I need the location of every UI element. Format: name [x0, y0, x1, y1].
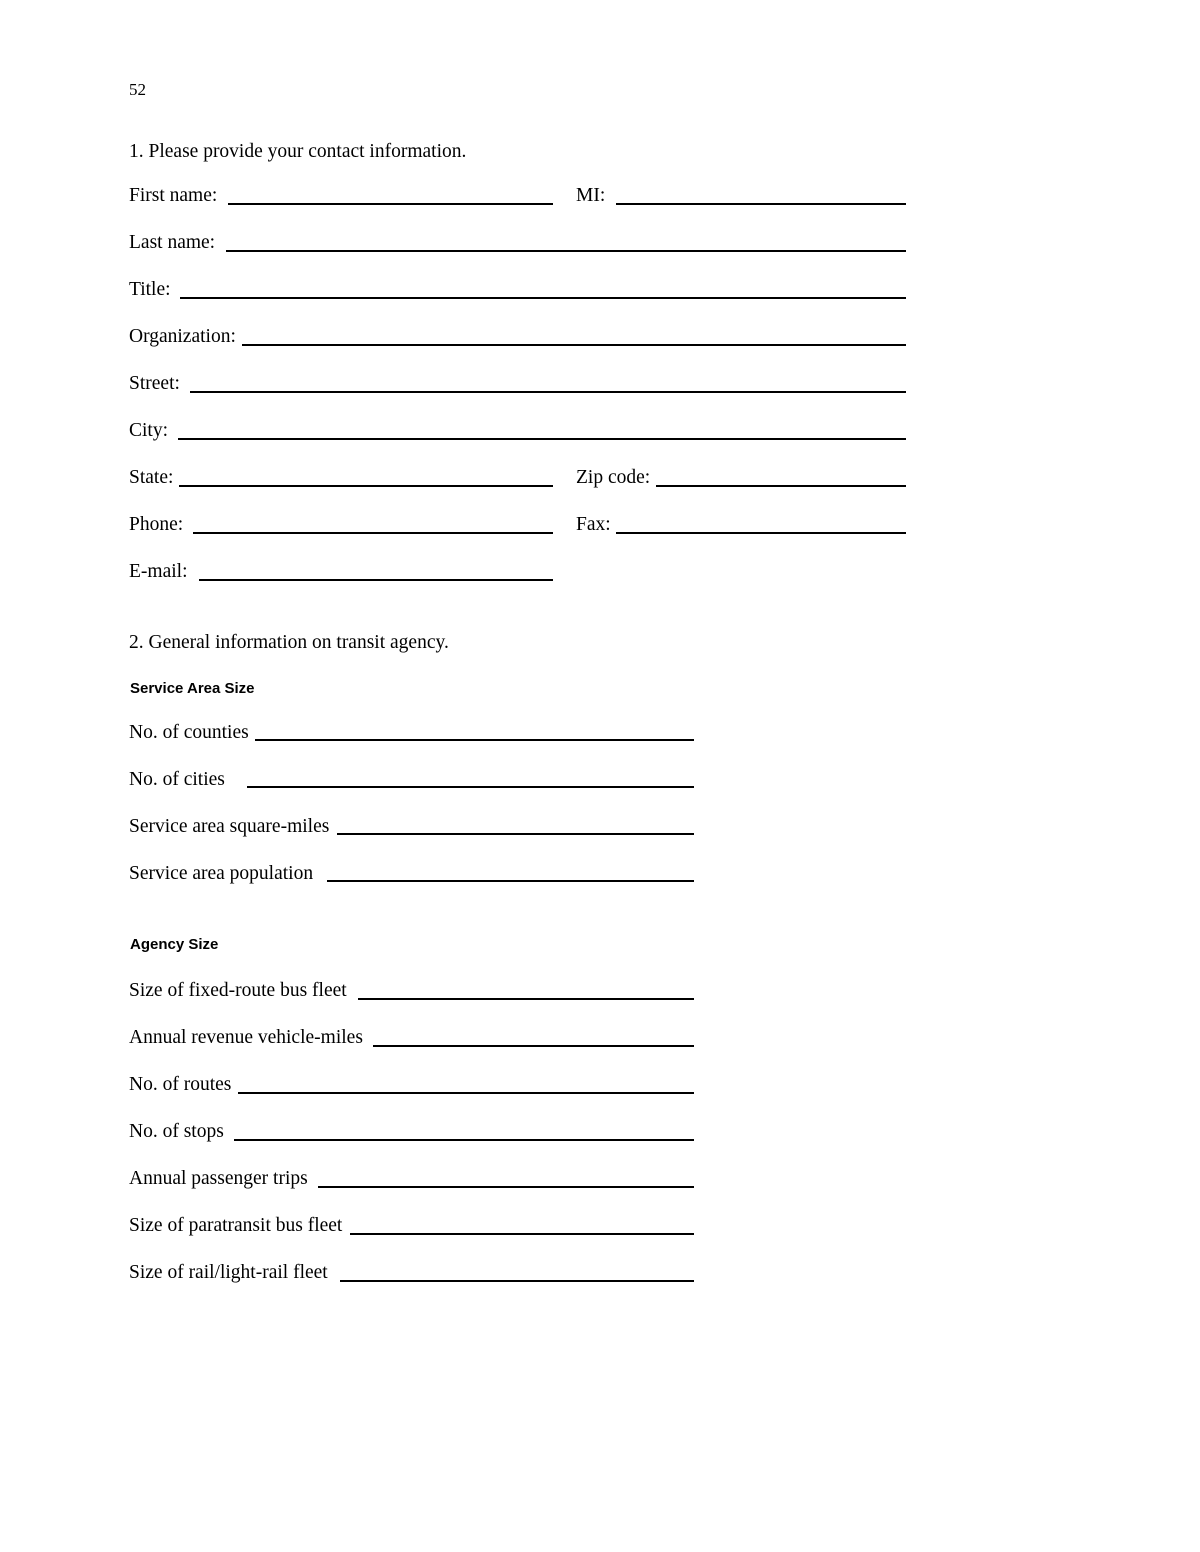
phone-field[interactable] — [193, 532, 553, 534]
service-area-subheading: Service Area Size — [130, 680, 255, 697]
organization-label: Organization: — [129, 326, 236, 347]
state-label: State: — [129, 467, 174, 488]
population-label: Service area population — [129, 863, 314, 884]
square-miles-field[interactable] — [337, 833, 694, 835]
state-field[interactable] — [179, 485, 553, 487]
routes-field[interactable] — [238, 1092, 694, 1094]
paratransit-fleet-label: Size of paratransit bus fleet — [129, 1215, 343, 1236]
fax-label: Fax: — [576, 514, 611, 535]
email-label: E-mail: — [129, 561, 188, 582]
title-label: Title: — [129, 279, 171, 300]
agency-size-subheading: Agency Size — [130, 936, 219, 953]
cities-field[interactable] — [247, 786, 694, 788]
zip-code-label: Zip code: — [576, 467, 651, 488]
fax-field[interactable] — [616, 532, 906, 534]
stops-field[interactable] — [234, 1139, 694, 1141]
stops-label: No. of stops — [129, 1121, 224, 1142]
mi-label: MI: — [576, 185, 606, 206]
organization-field[interactable] — [242, 344, 906, 346]
vehicle-miles-label: Annual revenue vehicle-miles — [129, 1027, 363, 1048]
paratransit-fleet-field[interactable] — [350, 1233, 694, 1235]
counties-field[interactable] — [255, 739, 694, 741]
passenger-trips-field[interactable] — [318, 1186, 694, 1188]
question-2-heading: 2. General information on transit agency. — [129, 632, 449, 653]
fixed-route-fleet-field[interactable] — [358, 998, 694, 1000]
population-field[interactable] — [327, 880, 694, 882]
last-name-label: Last name: — [129, 232, 216, 253]
counties-label: No. of counties — [129, 722, 249, 743]
street-label: Street: — [129, 373, 180, 394]
mi-field[interactable] — [616, 203, 906, 205]
vehicle-miles-field[interactable] — [373, 1045, 694, 1047]
cities-label: No. of cities — [129, 769, 225, 790]
rail-fleet-field[interactable] — [340, 1280, 694, 1282]
title-field[interactable] — [180, 297, 906, 299]
zip-code-field[interactable] — [656, 485, 906, 487]
city-label: City: — [129, 420, 169, 441]
question-1-heading: 1. Please provide your contact information. — [129, 141, 467, 162]
passenger-trips-label: Annual passenger trips — [129, 1168, 308, 1189]
city-field[interactable] — [178, 438, 906, 440]
last-name-field[interactable] — [226, 250, 906, 252]
email-field[interactable] — [199, 579, 553, 581]
first-name-label: First name: — [129, 185, 218, 206]
street-field[interactable] — [190, 391, 906, 393]
first-name-field[interactable] — [228, 203, 553, 205]
phone-label: Phone: — [129, 514, 184, 535]
rail-fleet-label: Size of rail/light-rail fleet — [129, 1262, 328, 1283]
fixed-route-fleet-label: Size of fixed-route bus fleet — [129, 980, 347, 1001]
routes-label: No. of routes — [129, 1074, 232, 1095]
page-number: 52 — [129, 80, 146, 99]
square-miles-label: Service area square-miles — [129, 816, 330, 837]
